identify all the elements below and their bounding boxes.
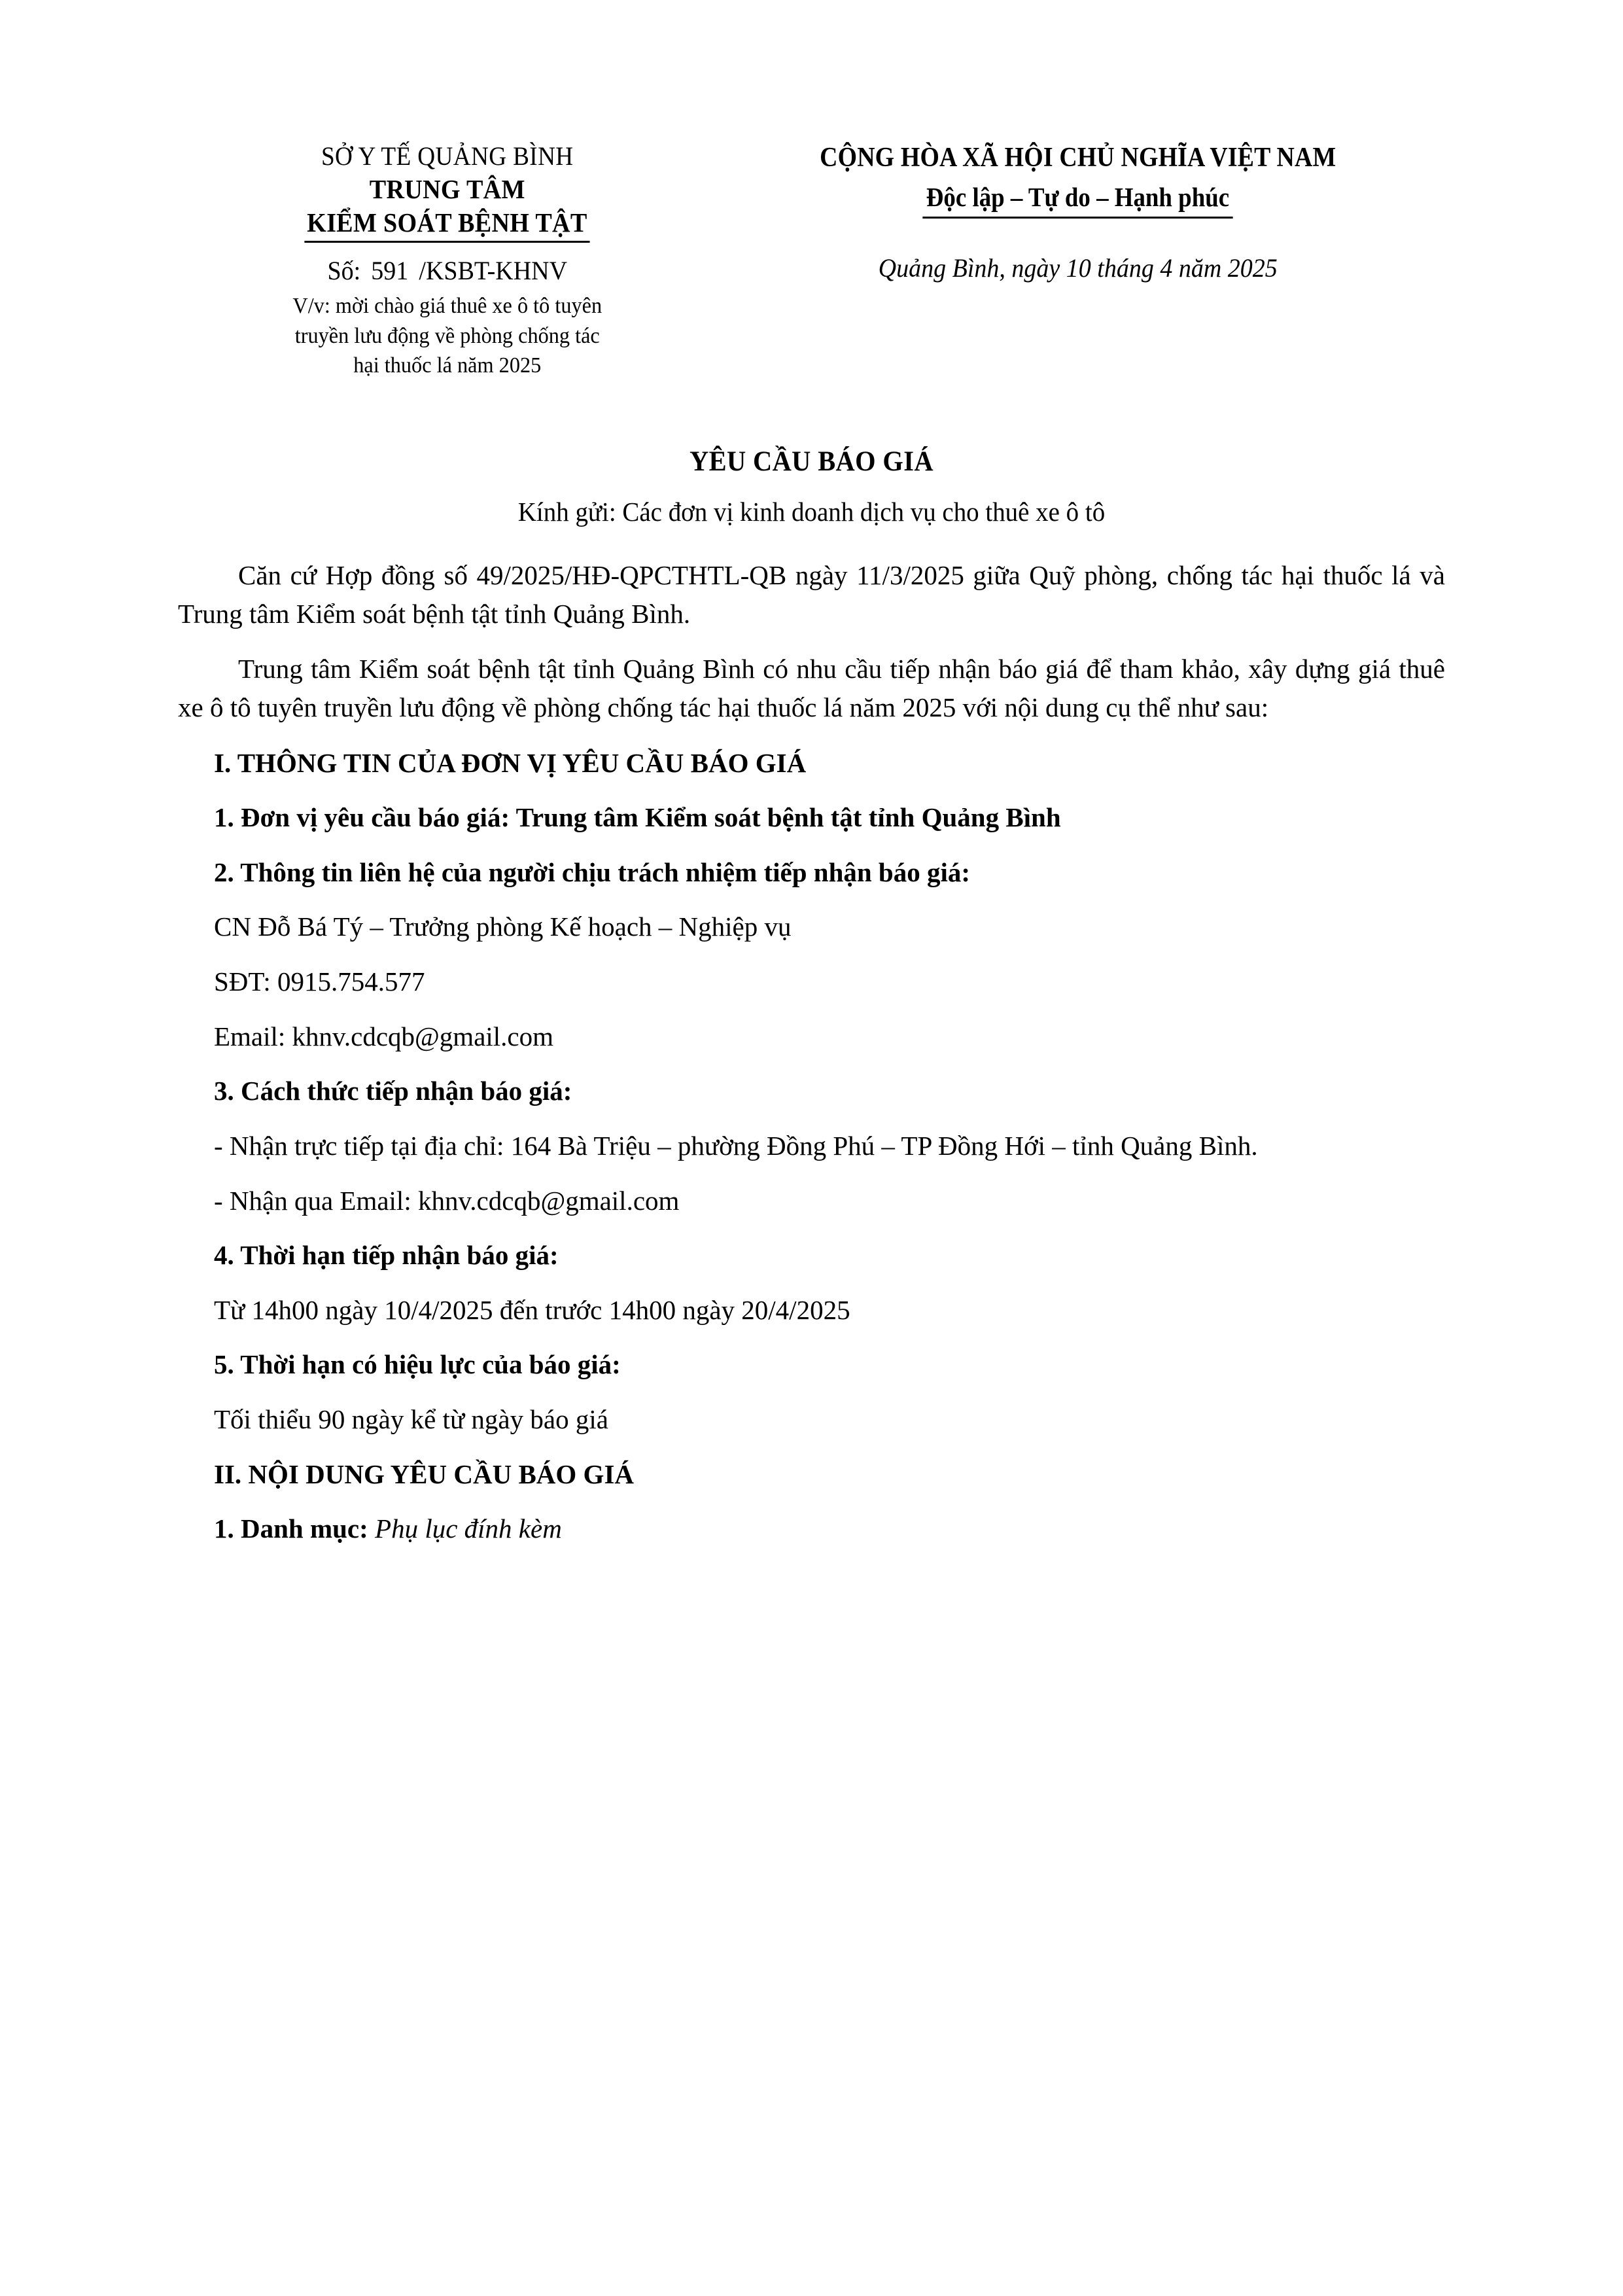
section-heading-ii: II. NỘI DUNG YÊU CẦU BÁO GIÁ bbox=[214, 1458, 635, 1489]
subject-block bbox=[198, 291, 697, 380]
parent-authority-name: SỞ Y TẾ QUẢNG BÌNH bbox=[321, 141, 574, 171]
place-prefix: Quảng Bình, ngày bbox=[878, 253, 1060, 283]
document-number-value: 591 bbox=[371, 256, 409, 286]
date-month: 4 bbox=[1159, 253, 1172, 283]
issuing-authority-block bbox=[178, 141, 710, 380]
deadline-value: Từ 14h00 ngày 10/4/2025 đến trước 14h00 ngày 20/4/2025 bbox=[214, 1294, 850, 1325]
org-name-line-1: TRUNG TÂM bbox=[369, 173, 525, 204]
item-catalogue-label: 1. Danh mục: bbox=[214, 1513, 368, 1544]
contact-email: Email: khnv.cdcqb@gmail.com bbox=[214, 1021, 554, 1051]
item-contact-heading: 2. Thông tin liên hệ của người chịu trách nhiệm tiếp nhận báo giá: bbox=[214, 857, 971, 887]
item-catalogue-value: Phụ lục đính kèm bbox=[375, 1513, 562, 1544]
national-motto-wrap bbox=[710, 181, 1445, 219]
document-number-label: Số: bbox=[327, 256, 361, 286]
subject-line-3: hại thuốc lá năm 2025 bbox=[353, 353, 542, 378]
org-name-line-2-wrap bbox=[184, 206, 710, 243]
submission-method-in-person: - Nhận trực tiếp tại địa chỉ: 164 Bà Triệu – phường Đồng Phú – TP Đồng Hới – tỉnh Quảng Bình. bbox=[214, 1130, 1258, 1161]
national-motto: Độc lập – Tự do – Hạnh phúc bbox=[922, 181, 1232, 219]
item-submission-method-heading: 3. Cách thức tiếp nhận báo giá: bbox=[214, 1076, 572, 1106]
contact-person-name: CN Đỗ Bá Tý – Trưởng phòng Kế hoạch – Nghiệp vụ bbox=[214, 911, 792, 942]
item-validity-heading: 5. Thời hạn có hiệu lực của báo giá: bbox=[214, 1349, 621, 1380]
item-deadline-heading: 4. Thời hạn tiếp nhận báo giá: bbox=[214, 1240, 559, 1271]
place-and-date-line bbox=[729, 253, 1427, 283]
contact-phone: SĐT: 0915.754.577 bbox=[214, 966, 425, 997]
document-body bbox=[178, 556, 1445, 1548]
item-catalogue bbox=[178, 1510, 1445, 1548]
paragraph-contract-basis: Căn cứ Hợp đồng số 49/2025/HĐ-QPCTHTL-QB ngày 11/3/2025 giữa Quỹ phòng, chống tác hại thuốc lá và Trung tâm Kiểm soát bệnh tật tỉnh Quảng Bình. bbox=[178, 560, 1445, 629]
date-year: 2025 bbox=[1227, 253, 1278, 283]
subject-line-1: V/v: mời chào giá thuê xe ô tô tuyên bbox=[292, 294, 602, 319]
document-number-suffix: /KSBT-KHNV bbox=[419, 256, 568, 286]
document-title: YÊU CẦU BÁO GIÁ bbox=[689, 446, 934, 478]
year-label: năm bbox=[1178, 253, 1221, 283]
date-day: 10 bbox=[1066, 253, 1091, 283]
section-heading-i: I. THÔNG TIN CỦA ĐƠN VỊ YÊU CẦU BÁO GIÁ bbox=[214, 747, 807, 778]
national-header-block bbox=[710, 141, 1445, 283]
document-header bbox=[178, 141, 1445, 380]
submission-method-email: - Nhận qua Email: khnv.cdcqb@gmail.com bbox=[214, 1185, 680, 1216]
month-label: tháng bbox=[1096, 253, 1154, 283]
recipient-line: Kính gửi: Các đơn vị kinh doanh dịch vụ cho thuê xe ô tô bbox=[517, 497, 1106, 527]
validity-value: Tối thiểu 90 ngày kể từ ngày báo giá bbox=[214, 1404, 608, 1435]
subject-line-2: truyền lưu động về phòng chống tác bbox=[294, 323, 600, 348]
country-name: CỘNG HÒA XÃ HỘI CHỦ NGHĨA VIỆT NAM bbox=[819, 143, 1336, 173]
paragraph-purpose: Trung tâm Kiểm soát bệnh tật tỉnh Quảng Bình có nhu cầu tiếp nhận báo giá để tham khảo, xây dựng giá thuê xe ô tô tuyên truyền lưu động về phòng chống tác hại thuốc lá năm 2025 với nội dung cụ thể như sau: bbox=[178, 654, 1445, 722]
document-number-line bbox=[198, 254, 697, 288]
item-requesting-unit: 1. Đơn vị yêu cầu báo giá: Trung tâm Kiểm soát bệnh tật tỉnh Quảng Bình bbox=[214, 802, 1061, 833]
org-name-line-2: KIỂM SOÁT BỆNH TẬT bbox=[305, 206, 590, 243]
